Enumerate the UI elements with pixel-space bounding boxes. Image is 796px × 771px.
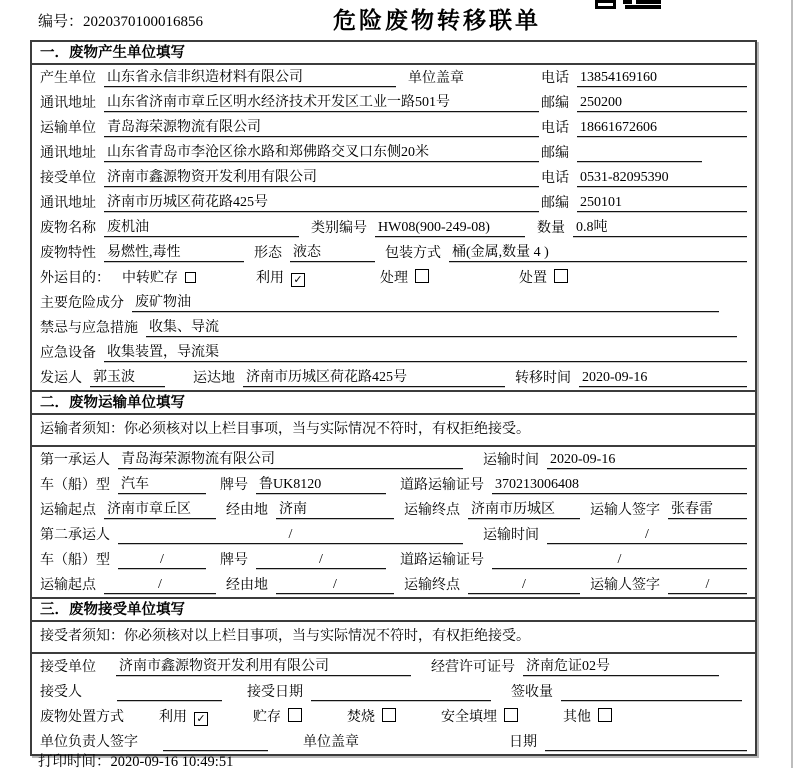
route1-via-label: 经由地 (226, 503, 268, 518)
serial-label: 编号： (38, 14, 84, 30)
route2-via-value: / (276, 576, 394, 594)
waste-code-label: 类别编号 (311, 221, 367, 236)
row-producer-address (32, 90, 755, 115)
producer-addr-label: 通讯地址 (40, 96, 96, 111)
section-producer (32, 42, 755, 390)
route2-end-value: / (468, 576, 580, 594)
checkbox-transfer-storage (185, 272, 196, 283)
producer-label: 产生单位 (40, 71, 96, 86)
waste-props-value: 易燃性,毒性 (104, 244, 244, 262)
disposal-option-label: 安全填埋 (441, 710, 497, 725)
row-carrier1 (32, 447, 755, 472)
transporter-phone-label: 电话 (541, 121, 569, 136)
receiver-phone-value: 0531-82095390 (577, 169, 747, 187)
hazard-label: 主要危险成分 (40, 296, 124, 311)
carrier1-value: 青岛海荣源物流有限公司 (118, 451, 463, 469)
vehicle2-permit-label: 道路运输证号 (400, 553, 484, 568)
row-receiver (32, 165, 755, 190)
producer-phone-label: 电话 (541, 71, 569, 86)
row-receiver-address (32, 190, 755, 215)
vehicle2-plate-label: 牌号 (220, 553, 248, 568)
carrier2-value: / (118, 526, 463, 544)
row-route1 (32, 497, 755, 522)
route2-start-label: 运输起点 (40, 578, 96, 593)
purpose-option-treat (380, 269, 429, 287)
vehicle1-plate-value: 鲁UK8120 (256, 476, 386, 494)
receiver-zip-value: 250101 (577, 194, 747, 212)
transfer-time-label: 转移时间 (515, 371, 571, 386)
route2-end-label: 运输终点 (404, 578, 460, 593)
waste-props-label: 废物特性 (40, 246, 96, 261)
waste-name-value: 废机油 (104, 219, 299, 237)
page-right-edge (791, 0, 793, 768)
checkbox-disposal-store (288, 708, 302, 722)
section-transport (32, 390, 755, 597)
receiver-label: 接受单位 (40, 171, 96, 186)
vehicle1-type-value: 汽车 (118, 476, 206, 494)
vehicle1-permit-value: 370213006408 (492, 476, 747, 494)
checkbox-disposal-landfill (504, 708, 518, 722)
section3-notice: 接受者须知：你必须核对以上栏目事项，当与实际情况不符时，有权拒绝接受。 (32, 622, 755, 654)
section1-heading: 一．废物产生单位填写 (32, 42, 755, 65)
route1-sign-value: 张春雷 (668, 501, 747, 519)
route2-start-value: / (104, 576, 216, 594)
row-vehicle1 (32, 472, 755, 497)
row-producer (32, 65, 755, 90)
responsible-sign-label: 单位负责人签字 (40, 735, 138, 750)
route1-end-value: 济南市历城区 (468, 501, 580, 519)
serial-number (38, 10, 203, 31)
dispatcher-label: 发运人 (40, 371, 82, 386)
transfer-time-value: 2020-09-16 (579, 369, 747, 387)
receiver-addr-value: 济南市历城区荷花路425号 (104, 194, 539, 212)
carrier2-label: 第二承运人 (40, 528, 110, 543)
license-label: 经营许可证号 (431, 660, 515, 675)
qr-block-icon (636, 0, 661, 4)
purpose-option-label: 处置 (519, 271, 547, 286)
disposal-option-store (253, 708, 302, 726)
carrier1-time-label: 运输时间 (483, 453, 539, 468)
hazard-value: 废矿物油 (132, 294, 719, 312)
purpose-label: 外运目的： (40, 271, 110, 286)
receive-date-value (311, 684, 491, 701)
row-dispatch (32, 365, 755, 390)
transporter-value: 青岛海荣源物流有限公司 (104, 119, 539, 137)
unit-seal-label: 单位盖章 (303, 735, 359, 750)
section2-heading: 二．废物运输单位填写 (32, 392, 755, 415)
vehicle2-type-value: / (118, 551, 206, 569)
row-disposal (32, 704, 755, 729)
checkbox-treat (415, 269, 429, 283)
receipt-qty-value (561, 684, 742, 701)
purpose-option-dispose (519, 269, 568, 287)
checkbox-dispose (554, 269, 568, 283)
destination-label: 运达地 (193, 371, 235, 386)
qr-block-icon (623, 0, 632, 4)
carrier2-time-label: 运输时间 (483, 528, 539, 543)
row-purpose (32, 265, 755, 290)
disposal-option-label: 贮存 (253, 710, 281, 725)
waste-name-label: 废物名称 (40, 221, 96, 236)
print-time-label: 打印时间： (38, 754, 111, 770)
vehicle1-plate-label: 牌号 (220, 478, 248, 493)
disposal-option-utilize (159, 709, 208, 726)
receiver-zip-label: 邮编 (541, 196, 569, 211)
purpose-option-transfer-storage (122, 270, 196, 287)
responsible-sign-value (163, 734, 268, 751)
section2-notice: 运输者须知：你必须核对以上栏目事项，当与实际情况不符时，有权拒绝接受。 (32, 415, 755, 447)
receiver-addr-label: 通讯地址 (40, 196, 96, 211)
waste-qty-label: 数量 (537, 221, 565, 236)
row-vehicle2 (32, 547, 755, 572)
waste-pack-label: 包装方式 (385, 246, 441, 261)
producer-value: 山东省永信非织造材料有限公司 (104, 69, 396, 87)
waste-code-value: HW08(900-249-08) (375, 219, 525, 237)
equipment-label: 应急设备 (40, 346, 96, 361)
vehicle2-type-label: 车（船）型 (40, 553, 110, 568)
transporter-zip-value (577, 145, 702, 162)
emergency-value: 收集、导流 (146, 319, 737, 337)
vehicle2-plate-value: / (256, 551, 386, 569)
section3-heading: 三．废物接受单位填写 (32, 599, 755, 622)
row-waste-name (32, 215, 755, 240)
row-receive-person (32, 679, 755, 704)
receive-unit-value: 济南市鑫源物资开发利用有限公司 (116, 658, 411, 676)
print-time-value: 2020-09-16 10:49:51 (110, 754, 234, 770)
disposal-label: 废物处置方式 (40, 710, 124, 725)
checkbox-disposal-incinerate (382, 708, 396, 722)
route1-via-value: 济南 (276, 501, 394, 519)
row-equipment (32, 340, 755, 365)
row-receive-unit (32, 654, 755, 679)
row-route2 (32, 572, 755, 597)
receiver-phone-label: 电话 (541, 171, 569, 186)
route1-end-label: 运输终点 (404, 503, 460, 518)
vehicle1-permit-label: 道路运输证号 (400, 478, 484, 493)
producer-addr-value: 山东省济南市章丘区明水经济技术开发区工业一路501号 (104, 94, 539, 112)
disposal-option-landfill (441, 708, 518, 726)
transporter-zip-label: 邮编 (541, 146, 569, 161)
sign-date-label: 日期 (509, 735, 537, 750)
producer-phone-value: 13854169160 (577, 69, 747, 87)
route1-start-value: 济南市章丘区 (104, 501, 216, 519)
receive-person-value (117, 684, 222, 701)
row-carrier2 (32, 522, 755, 547)
waste-qty-value: 0.8吨 (573, 219, 747, 237)
route2-via-label: 经由地 (226, 578, 268, 593)
row-emergency (32, 315, 755, 340)
route1-sign-label: 运输人签字 (590, 503, 660, 518)
emergency-label: 禁忌与应急措施 (40, 321, 138, 336)
purpose-option-utilize (256, 270, 305, 287)
sign-date-value (545, 734, 747, 751)
qr-block-icon (625, 5, 661, 9)
waste-form-label: 形态 (254, 246, 282, 261)
receive-unit-label: 接受单位 (40, 660, 96, 675)
purpose-option-label: 利用 (256, 271, 284, 286)
producer-seal-label: 单位盖章 (408, 71, 464, 86)
qr-code-partial (595, 0, 665, 10)
checkbox-disposal-other (598, 708, 612, 722)
equipment-value: 收集装置，导流渠 (104, 344, 747, 362)
disposal-option-incinerate (347, 708, 396, 726)
receive-date-label: 接受日期 (247, 685, 303, 700)
vehicle2-permit-value: / (492, 551, 747, 569)
transporter-addr-label: 通讯地址 (40, 146, 96, 161)
receiver-value: 济南市鑫源物资开发利用有限公司 (104, 169, 539, 187)
carrier2-time-value: / (547, 526, 747, 544)
serial-value: 2020370100016856 (83, 14, 204, 30)
checkbox-utilize: ✓ (291, 273, 305, 287)
disposal-option-label: 利用 (159, 710, 187, 725)
row-transporter (32, 115, 755, 140)
page-title: 危险废物转移联单 (333, 8, 541, 33)
carrier1-time-value: 2020-09-16 (547, 451, 747, 469)
dispatcher-value: 郭玉波 (90, 369, 165, 387)
row-transporter-address (32, 140, 755, 165)
destination-value: 济南市历城区荷花路425号 (243, 369, 505, 387)
waste-pack-value: 桶(金属,数量 4 ) (449, 244, 747, 262)
receive-person-label: 接受人 (40, 685, 82, 700)
disposal-option-label: 其他 (563, 710, 591, 725)
producer-zip-value: 250200 (577, 94, 747, 112)
route1-start-label: 运输起点 (40, 503, 96, 518)
receipt-qty-label: 签收量 (511, 685, 553, 700)
section-receive (32, 597, 755, 754)
waste-form-value: 液态 (290, 244, 375, 262)
route2-sign-label: 运输人签字 (590, 578, 660, 593)
vehicle1-type-label: 车（船）型 (40, 478, 110, 493)
transporter-addr-value: 山东省青岛市李沧区徐水路和郑佛路交叉口东侧20米 (104, 144, 539, 162)
transporter-label: 运输单位 (40, 121, 96, 136)
producer-zip-label: 邮编 (541, 96, 569, 111)
carrier1-label: 第一承运人 (40, 453, 110, 468)
disposal-option-other (563, 708, 612, 726)
disposal-option-label: 焚烧 (347, 710, 375, 725)
row-waste-props (32, 240, 755, 265)
manifest-form (30, 40, 757, 756)
purpose-option-label: 中转贮存 (122, 271, 178, 286)
transporter-phone-value: 18661672606 (577, 119, 747, 137)
purpose-option-label: 处理 (380, 271, 408, 286)
row-hazard (32, 290, 755, 315)
checkbox-disposal-utilize: ✓ (194, 712, 208, 726)
license-value: 济南危证02号 (523, 658, 719, 676)
qr-finder-icon (595, 0, 616, 9)
route2-sign-value: / (668, 576, 747, 594)
